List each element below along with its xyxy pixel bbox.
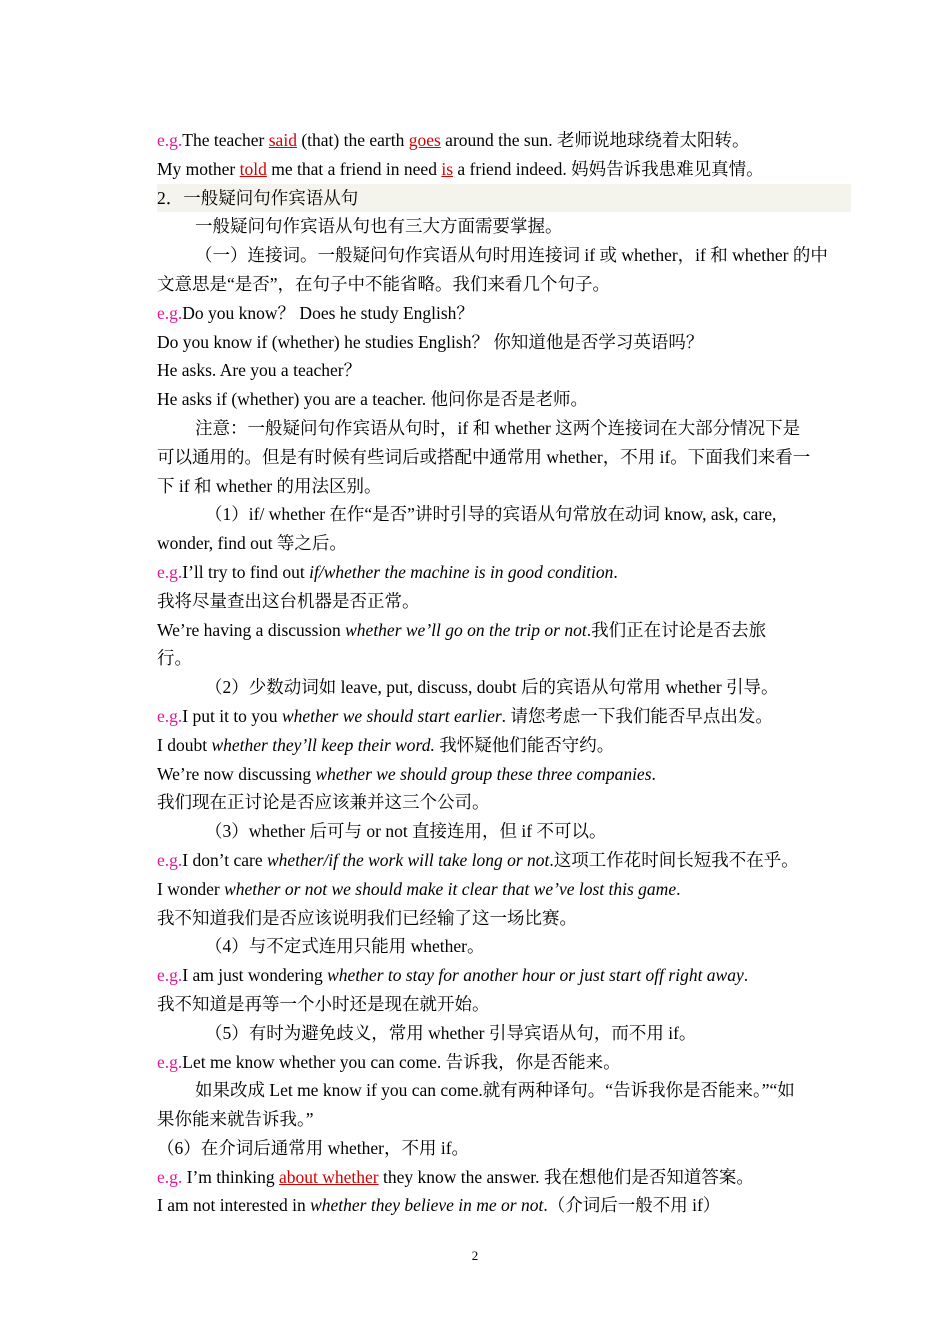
- underlined-word: is: [441, 158, 454, 179]
- italic-clause: whether to stay for another hour or just start off right away: [327, 965, 744, 986]
- text-run: I wonder: [157, 878, 225, 899]
- example-line: [157, 558, 851, 587]
- paragraph-line: 如果改成 Let me know if you can come.就有两种译句。“告诉我你是否能来。”“如: [195, 1080, 795, 1101]
- rule-line: （1）if/ whether 在作“是否”讲时引导的宾语从句常放在动词 know, ask, care,: [205, 504, 777, 525]
- italic-clause: whether/if the work will take long or not: [267, 849, 550, 870]
- text-run: me that a friend in need: [266, 158, 442, 179]
- text-run: I put it to you: [182, 705, 282, 726]
- italic-clause: whether or not we should make it clear that we’ve lost this game: [224, 878, 677, 899]
- text-run: 我怀疑他们能否守约。: [434, 734, 615, 755]
- eg-marker: e.g.: [157, 705, 183, 726]
- text-run: I don’t care: [182, 849, 267, 870]
- text-run: Do you know？ Does he study English？: [182, 302, 474, 323]
- italic-clause: whether we should group these three companies: [315, 763, 652, 784]
- text-run: I am not interested in: [157, 1195, 311, 1216]
- text-run: around the sun. 老师说地球绕着太阳转。: [440, 130, 750, 150]
- example-line: He asks if (whether) you are a teacher. 他问你是否是老师。: [157, 389, 589, 410]
- text-run: .我们正在讨论是否去旅: [586, 619, 767, 640]
- text-run: they know the answer. 我在想他们是否知道答案。: [378, 1166, 754, 1187]
- underlined-word: told: [239, 158, 267, 179]
- text-run: I doubt: [157, 734, 212, 755]
- note-line: 下 if 和 whether 的用法区别。: [157, 475, 382, 496]
- underlined-word: said: [268, 130, 297, 150]
- text-run: .（介词后一般不用 if）: [543, 1195, 721, 1216]
- text-run: We’re now discussing: [157, 763, 316, 784]
- example-line: [157, 731, 851, 760]
- example-line: [157, 1163, 851, 1192]
- note-line: 注意：一般疑问句作宾语从句时，if 和 whether 这两个连接词在大部分情况下是: [195, 417, 801, 438]
- example-line: [157, 961, 851, 990]
- text-run: a friend indeed. 妈妈告诉我患难见真情。: [453, 158, 764, 179]
- rule-line: （2）少数动词如 leave, put, discuss, doubt 后的宾语从句常用 whether 引导。: [205, 677, 779, 698]
- rule-line: （4）与不定式连用只能用 whether。: [205, 936, 485, 957]
- underlined-word: goes: [408, 130, 441, 150]
- text-run: .这项工作花时间长短我不在乎。: [549, 849, 799, 870]
- text-run: I’ll try to find out: [182, 561, 310, 582]
- eg-marker: e.g.: [157, 302, 183, 323]
- translation-line: 我不知道我们是否应该说明我们已经输了这一场比赛。: [157, 907, 577, 928]
- text-run: (that) the earth: [296, 130, 409, 150]
- example-line: [157, 1191, 851, 1220]
- note-line: 可以通用的。但是有时候有些词后或搭配中通常用 whether，不用 if。下面我们来看一: [157, 446, 811, 467]
- example-line: [157, 126, 851, 155]
- translation-line: 我将尽量查出这台机器是否正常。: [157, 590, 420, 611]
- italic-clause: whether they believe in me or not: [310, 1195, 544, 1216]
- page-body: [157, 126, 851, 1220]
- translation-line: 我们现在正讨论是否应该兼并这三个公司。: [157, 792, 490, 813]
- text-run: My mother: [157, 158, 240, 179]
- paragraph-line: 文意思是“是否”，在句子中不能省略。我们来看几个句子。: [157, 273, 611, 294]
- section-heading: 2．一般疑问句作宾语从句: [157, 184, 851, 213]
- example-line: [157, 299, 851, 328]
- text-run: .: [743, 965, 749, 986]
- text-run: We’re having a discussion: [157, 619, 346, 640]
- italic-clause: whether we’ll go on the trip or not: [345, 619, 587, 640]
- rule-line: wonder, find out 等之后。: [157, 533, 347, 554]
- example-line: [157, 846, 851, 875]
- example-line: Do you know if (whether) he studies English？ 你知道他是否学习英语吗？: [157, 331, 704, 352]
- rule-line: （5）有时为避免歧义，常用 whether 引导宾语从句，而不用 if。: [205, 1022, 697, 1043]
- translation-line: 我不知道是再等一个小时还是现在就开始。: [157, 993, 490, 1014]
- translation-line: 行。: [157, 648, 192, 669]
- eg-marker: e.g.: [157, 561, 183, 582]
- eg-marker: e.g.: [157, 1051, 183, 1072]
- italic-clause: if/whether the machine is in good condition: [309, 561, 614, 582]
- text-run: .: [613, 561, 618, 582]
- example-line: [157, 702, 851, 731]
- text-run: . 请您考虑一下我们能否早点出发。: [501, 705, 773, 726]
- text-run: .: [676, 878, 681, 899]
- example-line: [157, 616, 851, 645]
- example-line: [157, 760, 851, 789]
- eg-marker: e.g.: [157, 849, 183, 870]
- text-run: The teacher: [182, 130, 269, 150]
- italic-clause: whether they’ll keep their word.: [211, 734, 435, 755]
- eg-marker: e.g.: [157, 130, 183, 150]
- underlined-word: about whether: [279, 1166, 379, 1187]
- page-number: 2: [471, 1248, 479, 1263]
- paragraph-line: 果你能来就告诉我。”: [157, 1109, 314, 1130]
- eg-marker: e.g.: [157, 1166, 183, 1187]
- text-run: .: [651, 763, 656, 784]
- example-line: [157, 875, 851, 904]
- rule-line: （6）在介词后通常用 whether，不用 if。: [157, 1137, 470, 1158]
- text-run: I’m thinking: [182, 1166, 280, 1187]
- rule-line: （3）whether 后可与 or not 直接连用，但 if 不可以。: [205, 821, 607, 842]
- paragraph-line: 一般疑问句作宾语从句也有三大方面需要掌握。: [195, 216, 563, 237]
- example-line: [157, 1048, 851, 1077]
- italic-clause: whether we should start earlier: [281, 705, 502, 726]
- example-line: He asks. Are you a teacher？: [157, 360, 362, 381]
- text-run: I am just wondering: [182, 965, 328, 986]
- paragraph-line: （一）连接词。一般疑问句作宾语从句时用连接词 if 或 whether，if 和 whether 的中: [195, 245, 828, 266]
- example-line: [157, 155, 851, 184]
- text-run: Let me know whether you can come. 告诉我，你是否能来。: [182, 1051, 621, 1072]
- eg-marker: e.g.: [157, 965, 183, 986]
